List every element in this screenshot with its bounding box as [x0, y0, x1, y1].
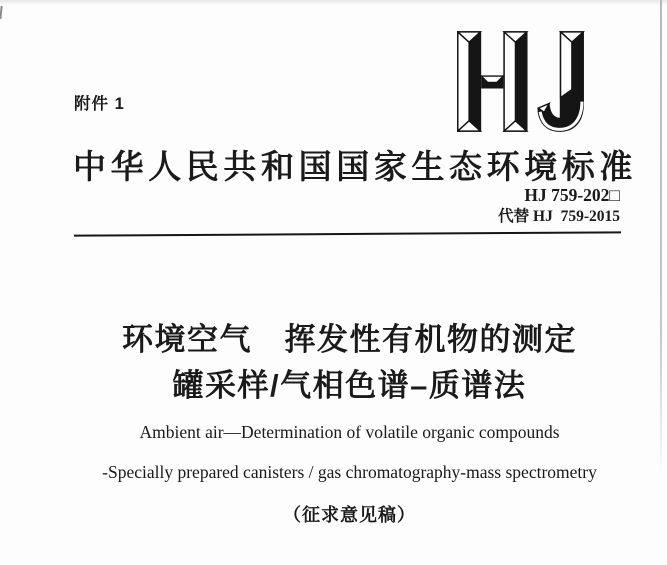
hj-logo-icon — [457, 31, 590, 132]
scan-artifact-right-edge — [660, 0, 662, 478]
replaces-note: 代替 HJ 759-2015 — [498, 208, 620, 225]
standard-heading: 中华人民共和国国家生态环境标准 — [73, 150, 637, 186]
header-rule — [74, 231, 621, 236]
title-cn-line1: 环境空气 挥发性有机物的测定 — [122, 322, 577, 357]
scan-artifact-corner — [0, 6, 3, 19]
title-en-line1: Ambient air—Determination of volatile organic compounds — [139, 422, 560, 442]
draft-note: （征求意见稿） — [283, 505, 416, 525]
standard-number: HJ 759-202□ — [524, 185, 620, 205]
standard-number-block — [498, 184, 620, 227]
scan-artifact-top — [0, 0, 667, 5]
title-cn-line2: 罐采样/气相色谱–质谱法 — [172, 368, 527, 403]
attachment-label: 附件 1 — [74, 95, 125, 113]
hj-logo — [457, 31, 590, 132]
title-en-line2: -Specially prepared canisters / gas chromatography-mass spectrometry — [102, 462, 597, 482]
